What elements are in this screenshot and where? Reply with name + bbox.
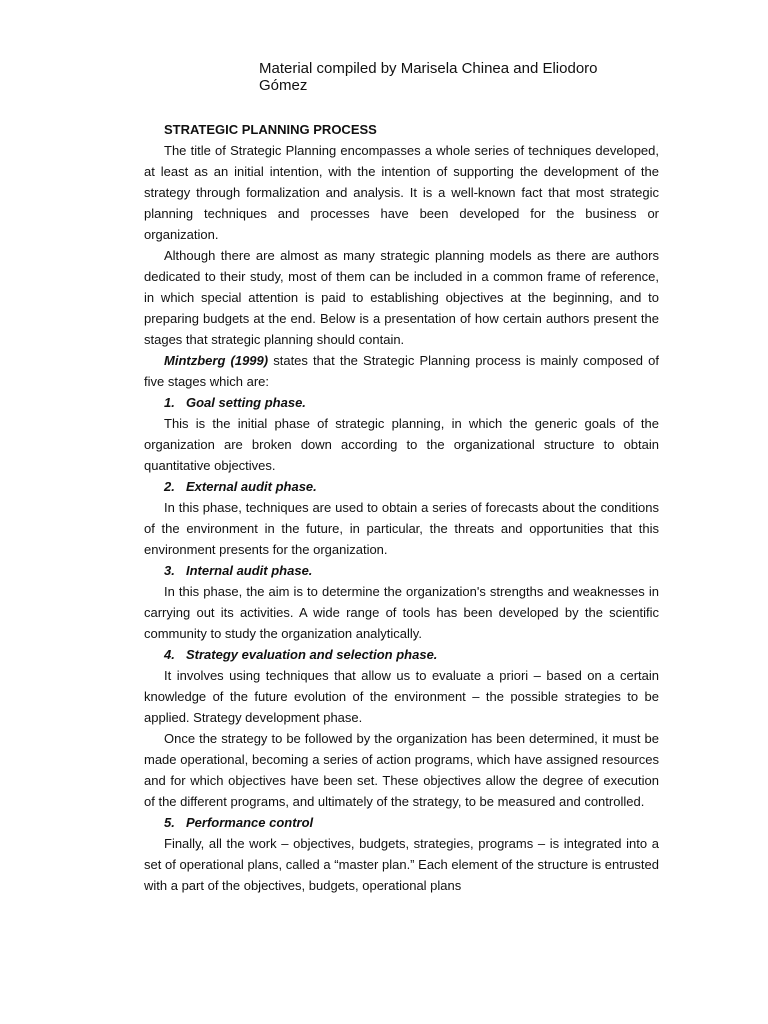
header-line-2: Gómez	[259, 77, 308, 94]
phase-2-text: In this phase, techniques are used to obtain a series of forecasts about the conditions of the environment in the future, in particular, the threats and opportunities that this environment presents for the organization.	[144, 500, 659, 557]
phase-number: 4.	[164, 647, 175, 662]
phase-title: Performance control	[186, 815, 314, 830]
phase-title: Strategy evaluation and selection phase.	[186, 647, 438, 662]
phase-title: Internal audit phase.	[186, 563, 313, 578]
phase-number: 5.	[164, 815, 175, 830]
phase-number: 1.	[164, 395, 175, 410]
paragraph-intro: The title of Strategic Planning encompasses a whole series of techniques developed, at least as an initial intention, with the intention of supporting the development of the strategy through formalization and analysis. It is a well-known fact that most strategic planning techniques and processes have been developed for the business or organization.	[144, 143, 659, 242]
phase-heading-2	[144, 476, 659, 497]
citation-mintzberg: Mintzberg (1999)	[164, 353, 269, 368]
paragraph-models: Although there are almost as many strategic planning models as there are authors dedicated to their study, most of them can be included in a common frame of reference, in which special attention is paid to establishing objectives at the beginning, and to preparing budgets at the end. Below is a presentation of how certain authors present the stages that strategic planning should contain.	[144, 248, 659, 347]
phase-4-text: It involves using techniques that allow us to evaluate a priori – based on a certain knowledge of the future evolution of the environment – the possible strategies to be applied. Strategy development phase.	[144, 668, 659, 725]
phase-number: 2.	[164, 479, 175, 494]
phase-4-text-2: Once the strategy to be followed by the organization has been determined, it must be made operational, becoming a series of action programs, which have assigned resources and for which objectives have been set. These objectives allow the degree of execution of the different programs, and ultimately of the strategy, to be measured and controlled.	[144, 731, 659, 809]
phase-1-text: This is the initial phase of strategic planning, in which the generic goals of the organization are broken down according to the organizational structure to obtain quantitative objectives.	[144, 416, 659, 473]
document-header	[259, 60, 639, 94]
phase-heading-4	[144, 644, 659, 665]
phase-3-text: In this phase, the aim is to determine the organization's strengths and weaknesses in carrying out its activities. A wide range of tools has been developed by the scientific community to study the organization analytically.	[144, 584, 659, 641]
phase-5-text: Finally, all the work – objectives, budgets, strategies, programs – is integrated into a set of operational plans, called a “master plan.” Each element of the structure is entrusted with a part of the objectives, budgets, operational plans	[144, 836, 659, 893]
header-line-1: Material compiled by Marisela Chinea and Eliodoro	[259, 60, 598, 77]
phase-heading-3	[144, 560, 659, 581]
phase-number: 3.	[164, 563, 175, 578]
phase-title: External audit phase.	[186, 479, 317, 494]
paragraph-mintzberg-text: states that the Strategic Planning process is mainly composed of five stages which are:	[144, 353, 659, 389]
document-body	[144, 119, 659, 896]
phase-heading-5	[144, 812, 659, 833]
phase-heading-1	[144, 392, 659, 413]
phase-title: Goal setting phase.	[186, 395, 306, 410]
paragraph-mintzberg	[144, 350, 659, 392]
section-title: STRATEGIC PLANNING PROCESS	[164, 122, 377, 137]
